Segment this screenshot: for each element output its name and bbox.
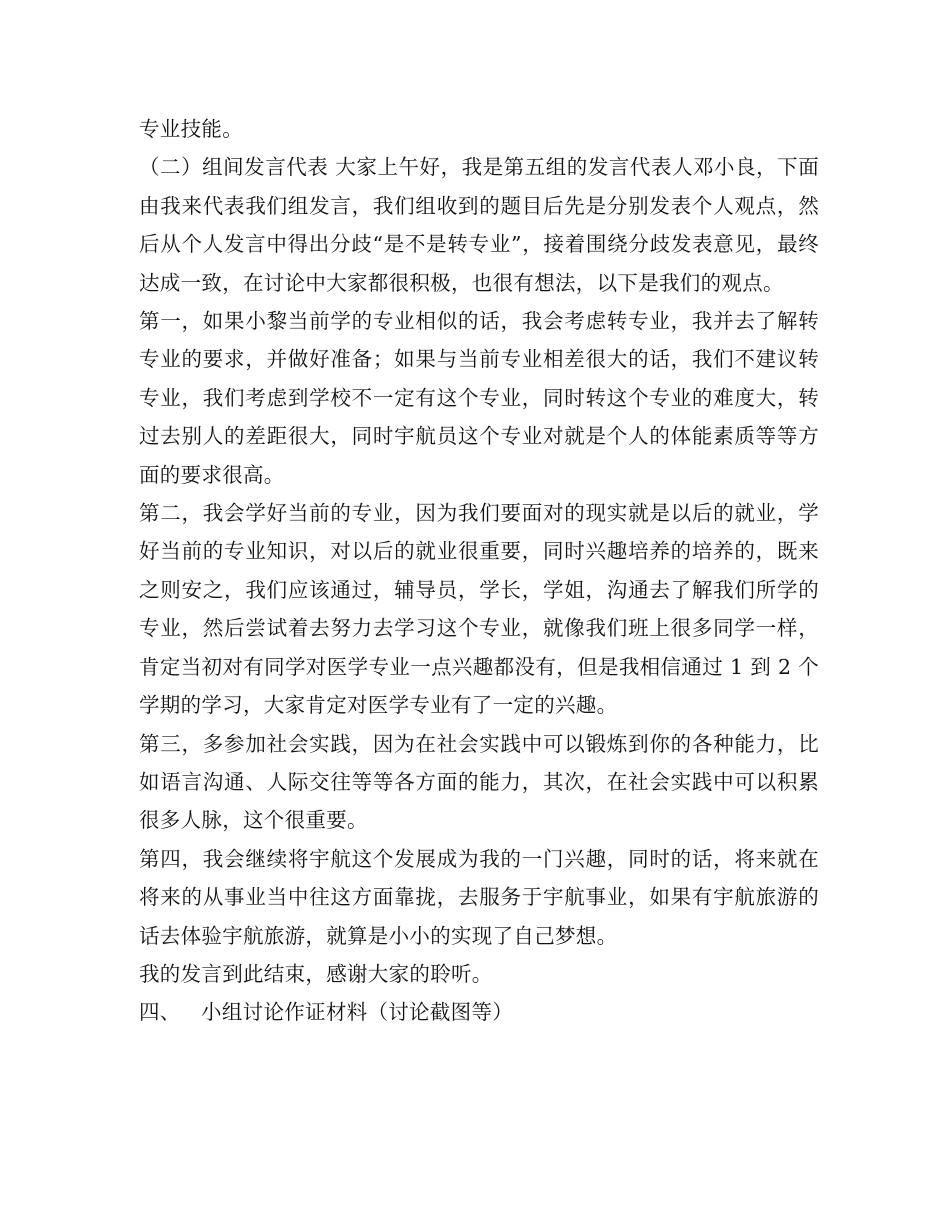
paragraph-closing: 我的发言到此结束，感谢大家的聆听。 [139, 961, 493, 986]
paragraph-point-three: 第三，多参加社会实践，因为在社会实践中可以锻炼到你的各种能力，比如语言沟通、人际交往等等各方面的能力，其次，在社会实践中可以积累很多人脉，这个很重要。 [139, 731, 819, 833]
section-heading-four: 四、 小组讨论作证材料（讨论截图等） [139, 1000, 514, 1025]
paragraph-professional-skills: 专业技能。 [139, 117, 243, 141]
document-body [139, 110, 819, 1032]
paragraph-group-speaker-intro: （二）组间发言代表 大家上午好，我是第五组的发言代表人邓小良，下面由我来代表我们组发言，我们组收到的题目后先是分别发表个人观点，然后从个人发言中得出分歧“是不是转专业”，接着围绕分歧发表意见，最终达成一致，在讨论中大家都很积极，也很有想法，以下是我们的观点。 [139, 155, 819, 295]
paragraph-point-two: 第二，我会学好当前的专业，因为我们要面对的现实就是以后的就业，学好当前的专业知识，对以后的就业很重要，同时兴趣培养的培养的，既来之则安之，我们应该通过，辅导员，学长，学姐，沟通去了解我们所学的专业，然后尝试着去努力去学习这个专业，就像我们班上很多同学一样，肯定当初对有同学对医学专业一点兴趣都没有，但是我相信通过 1 到 2 个学期的学习，大家肯定对医学专业有了一定的兴趣。 [139, 501, 819, 718]
paragraph-point-one: 第一，如果小黎当前学的专业相似的话，我会考虑转专业，我并去了解转专业的要求，并做好准备；如果与当前专业相差很大的话，我们不建议转专业，我们考虑到学校不一定有这个专业，同时转这个专业的难度大，转过去别人的差距很大，同时宇航员这个专业对就是个人的体能素质等等方面的要求很高。 [139, 309, 819, 487]
paragraph-point-four: 第四，我会继续将宇航这个发展成为我的一门兴趣，同时的话，将来就在将来的从事业当中往这方面靠拢，去服务于宇航事业，如果有宇航旅游的话去体验宇航旅游，就算是小小的实现了自己梦想。 [139, 846, 819, 948]
